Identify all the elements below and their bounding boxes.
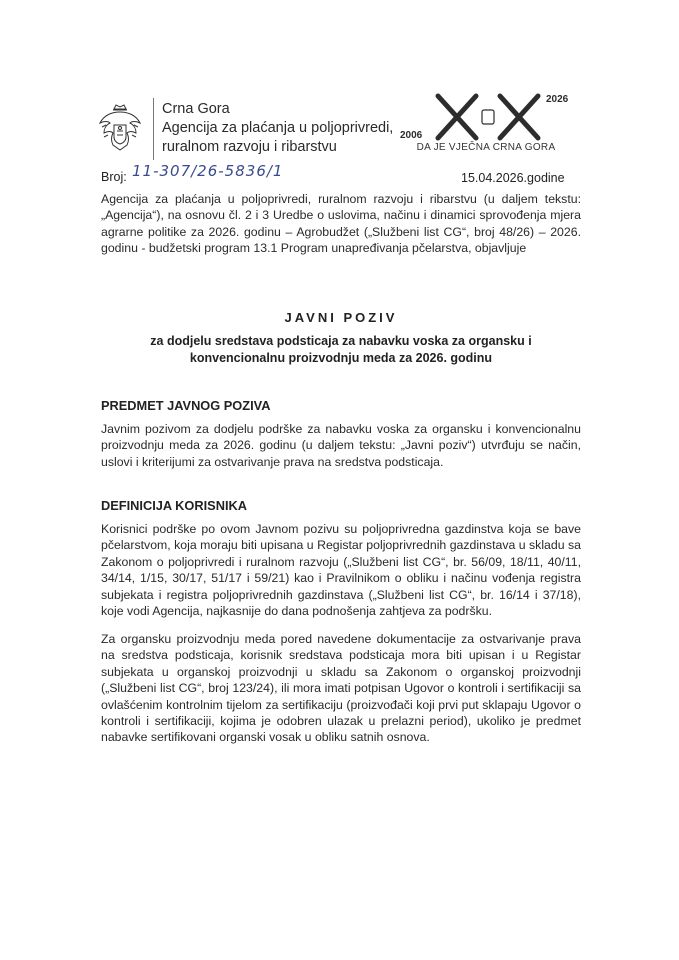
jubilee-year-start: 2006 xyxy=(400,130,423,141)
document-subtitle xyxy=(101,333,581,367)
subtitle-line-2: konvencionalnu proizvodnju meda za 2026. godinu xyxy=(189,351,493,365)
section-heading-beneficiaries: DEFINICIJA KORISNIKA xyxy=(101,498,247,513)
agency-line-2: ruralnom razvoju i ribarstvu xyxy=(162,139,337,155)
document-title: JAVNI POZIV xyxy=(284,310,398,325)
agency-line-1: Agencija za plaćanja u poljoprivredi, xyxy=(162,120,394,136)
agency-name xyxy=(162,100,393,157)
document-date: 15.04.2026.godine xyxy=(461,171,565,185)
reference-number-handwritten: 11-307/26-5836/1 xyxy=(132,162,284,180)
reference-label: Broj: xyxy=(101,170,127,184)
section-paragraph-beneficiaries-2: Za organsku proizvodnju meda pored navedene dokumentacije za ostvarivanje prava na sredstva podsticaja, korisnik sredstava podsticaja mora biti upisan i u Registar subjekata u organskoj proizvodnji u skladu sa Zakonom o organskoj proizvodnji („Službeni list CG“, broj 123/24), ili mora imati potpisan Ugovor o kontroli i sertifikaciji sa ovlašćenim kontrolnim tijelom za sertifikaciju (proizvođači koji prvi put sklapaju Ugovor o kontroli i sertifikaciji, kojima je odobren ulazak u prelazni period), ukoliko je predmet nabavke sertifikovani organski vosak u obliku satnih osnova. xyxy=(101,632,581,745)
jubilee-motto: DA JE VJEČNA CRNA GORA xyxy=(416,142,556,153)
intro-paragraph: Agencija za plaćanja u poljoprivredi, ruralnom razvoju i ribarstvu (u daljem tekstu: „Agencija“), na osnovu čl. 2 i 3 Uredbe o uslovima, načinu i dinamici sprovođenja mjera agrarne politike za 2026. godinu – Agrobudžet („Službeni list CG“, broj 48/26) – 2026. godinu - budžetski program 13.1 Program unapređivanja pčelarstva, objavljuje xyxy=(101,192,581,256)
header-divider xyxy=(153,98,154,160)
section-heading-subject: PREDMET JAVNOG POZIVA xyxy=(101,398,271,413)
country-name: Crna Gora xyxy=(162,101,230,117)
coat-of-arms-icon xyxy=(98,103,142,153)
section-paragraph-subject: Javnim pozivom za dodjelu podrške za nabavku voska za organsku i konvencionalnu proizvodnju meda za 2026. godinu (u daljem tekstu: „Javni poziv“) utvrđuju se način, uslovi i kriterijumi za ostvarivanje prava na sredstva podsticaja. xyxy=(101,422,581,469)
section-paragraph-beneficiaries-1: Korisnici podrške po ovom Javnom pozivu su poljoprivredna gazdinstva koja se bave pčelarstvom, koja moraju biti upisana u Registar poljoprivrednih gazdinstava u skladu sa Zakonom o poljoprivredi i ruralnom razvoju („Službeni list CG“, br. 56/09, 18/11, 40/11, 34/14, 1/15, 30/17, 51/17 i 59/21) kao i Pravilnikom o obliku i načinu vođenja registra subjekata i registra poljoprivrednih gazdinstava („Službeni list CG“, br. 16/14 i 37/18), koje vodi Agencija, najkasnije do dana podnošenja zahtjeva za podršku. xyxy=(101,522,581,619)
subtitle-line-1: za dodjelu sredstava podsticaja za nabavku voska za organsku i xyxy=(150,334,532,348)
jubilee-year-end: 2026 xyxy=(546,94,569,105)
